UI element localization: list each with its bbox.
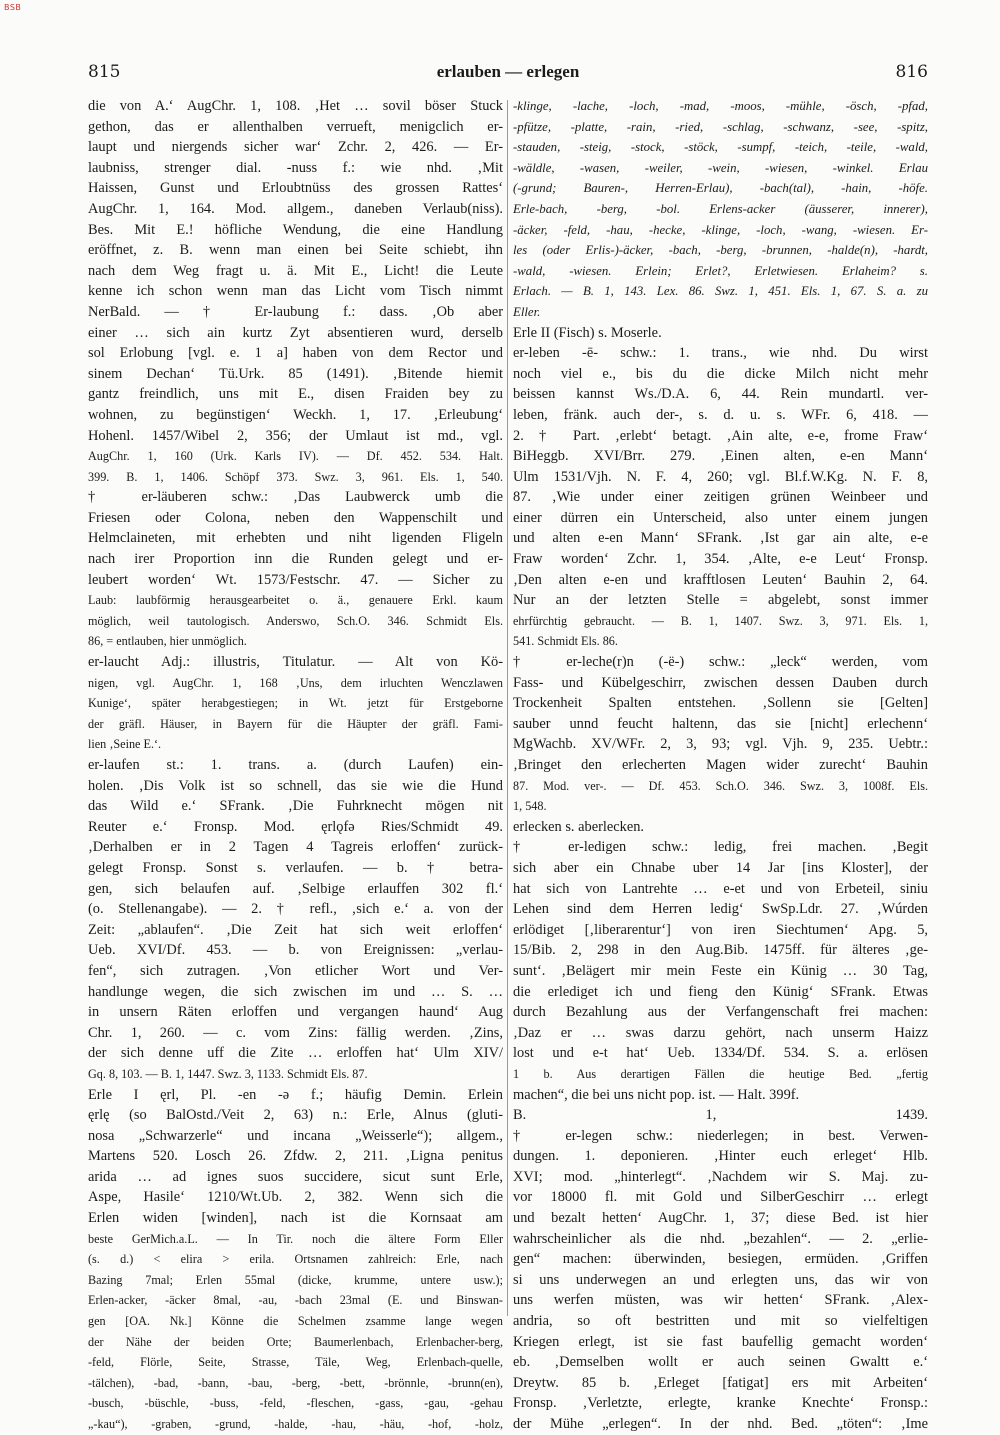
text-line: sich aber ein Chnabe uber 14 Jar [ins Kloster], der	[513, 859, 928, 876]
text-line: 1, 548.	[513, 799, 547, 814]
text-line: B. 1, 1439.	[513, 1107, 928, 1124]
text-line: Fronsp. ‚Verletzte, erlegte, kranke Knechte‘ Fronsp.:	[513, 1395, 928, 1412]
text-line: sunt‘. ‚Belägert mir mein Feste ein Künig … 30 Tag,	[513, 962, 928, 979]
text-line: Kriegen erlegt, ist sie fast baufellig gemacht worden‘	[513, 1333, 928, 1350]
text-line: in unsern Räten erloffen und vergangen haund‘ Aug	[88, 1004, 503, 1021]
text-line: Friesen oder Colona, neben den Wappenschilt und	[88, 509, 503, 526]
text-line: (-grund; Bauren-, Herren-Erlau), -bach(tal), -hain, -höfe.	[513, 181, 928, 196]
text-line: holen. ‚Dis Volk ist so schnell, das sie wie die Hund	[88, 777, 503, 794]
right-column	[513, 96, 928, 1435]
text-line: Bes. Mit E.! höfliche Wendung, die eine Handlung	[88, 221, 503, 238]
text-line: er-leben -ē- schw.: 1. trans., wie nhd. Du wirst	[513, 345, 928, 362]
text-line: erlecken s. aberlecken.	[513, 818, 645, 835]
text-line: kenne ich schon wenn man das Licht vom Tisch nimmt	[88, 283, 503, 300]
text-line: -klinge, -lache, -loch, -mad, -moos, -mühle, -ösch, -pfad,	[513, 99, 928, 113]
text-line: Martens 520. Losch 26. Zfdw. 2, 211. ‚Ligna penitus	[88, 1148, 503, 1165]
text-line: Fraw worden‘ Zchr. 1, 354. ‚Alte, e-e Leut‘ Fronsp.	[513, 551, 928, 568]
text-line: einer … sich ain kurtz Zyt absentieren wurd, derselb	[88, 324, 503, 341]
text-line: der Nähe der beiden Orte; Baumerlenbach, Erlenbacher-berg,	[88, 1334, 503, 1349]
text-line: AugChr. 1, 160 (Urk. Karls IV). — Df. 452. 534. Halt.	[88, 449, 503, 464]
running-title: erlauben — erlegen	[436, 62, 580, 81]
text-line: 86, = entlauben, hier unmöglich.	[88, 634, 247, 649]
text-line: Aspe, Hasile‘ 1210/Wt.Ub. 2, 382. Wenn sich die	[88, 1189, 503, 1206]
text-line: der sich denne uff die Zite … erloffen hat‘ Ulm XIV/	[88, 1045, 503, 1062]
text-line: nach irer Proportion inn die Runden gelegt und er-	[88, 551, 503, 568]
text-line: -wäldle, -wasen, -weiler, -wein, -wiesen, -winkel. Erlau	[513, 160, 928, 175]
text-line: gantz freindlich, uns mit E., disen Fraiden bey zu	[88, 386, 503, 403]
text-line: andria, so oft bestritten und mit so vielfeltigen	[513, 1313, 928, 1330]
text-line: sinem Dechan‘ Tü.Urk. 85 (1491). ‚Bitende hiemit	[88, 365, 503, 382]
column-divider	[507, 100, 508, 1316]
text-line: uns werfen müsten, was wir hetten‘ SFrank. ‚Alex-	[513, 1292, 928, 1309]
text-line: ehrfürchtig gebraucht. — B. 1, 1407. Swz. 3, 971. Els. 1,	[513, 613, 928, 628]
text-line: eröffnet, z. B. wenn man einen bei Seite schiebt, ihn	[88, 242, 503, 259]
text-line: eb. ‚Demselben wollt er auch seinen Gwaltt e.‘	[513, 1354, 928, 1371]
text-line: 15/Bib. 2, 298 in den Aug.Bib. 1475ff. für älteres ‚ge-	[513, 942, 928, 959]
text-line: er-laucht Adj.: illustris, Titulatur. — Alt von Kö-	[88, 654, 503, 671]
text-line: handlunge wegen, die sich zwischen im und … S. …	[88, 983, 503, 1000]
text-line: Ulm 1531/Vjh. N. F. 4, 260; vgl. Bl.f.W.Kg. N. F. 8,	[513, 468, 928, 485]
text-line: † er-läuberen schw.: ‚Das Laubwerck umb die	[88, 489, 503, 506]
text-line: ‚Bringet den erlecherten Magen wider zurecht‘ Bauhin	[513, 757, 928, 773]
text-line: Erle I ęrl, Pl. -en -ə f.; häufig Demin. Erlein	[88, 1086, 503, 1103]
text-line: beste GerMich.a.L. — In Tir. noch die ältere Form Eller	[88, 1231, 503, 1246]
text-line: Erle-bach, -berg, -bol. Erlens-acker (äusserer, innerer),	[513, 201, 928, 216]
text-line: gen [OA. Nk.] Könne die Schelmen zsamme lange wegen	[88, 1314, 503, 1329]
text-line: arida … ad ignes suos succidere, sicut sunt Erle,	[88, 1168, 503, 1185]
text-line: der Mühe „erlegen“. In der nhd. Bed. „töten“: ‚Ime	[513, 1416, 928, 1432]
left-column	[88, 96, 503, 1435]
text-line: der gräfl. Häuser, in Bayern für die Häupter der gräfl. Fami-	[88, 716, 503, 731]
text-line: -pfütze, -platte, -rain, -ried, -schlag, -schwanz, -see, -spitz,	[513, 119, 928, 134]
text-line: möglich, weil tautologisch. Anderswo, Sch.O. 346. Schmidt Els.	[88, 613, 503, 628]
text-line: Fass- und Kübelgeschirr, zwischen dessen Dauben durch	[513, 674, 928, 691]
text-line: Erlen widen [winden], nach ist die Kornsaat am	[88, 1210, 503, 1227]
text-line: gethon, das er allenthalben verrueft, menigclich er-	[88, 118, 503, 135]
text-line: -äcker, -feld, -hau, -hecke, -klinge, -loch, -wang, -wiesen. Er-	[513, 222, 928, 237]
text-line: Laub: laubförmig herausgearbeitet o. ä., genauere Erkl. kaum	[88, 593, 503, 608]
text-line: XVI; mod. „hinterlegt“. ‚Nachdem wir S. Maj. zu-	[513, 1168, 928, 1185]
text-line: einer dürren ein Unterscheid, also unter einem jungen	[513, 509, 928, 526]
text-line: Helmclaineten, mit erhebten und niht ligenden Fligeln	[88, 530, 503, 547]
text-line: Zeit: „ablaufen“. ‚Die Zeit hat sich weit erloffen‘	[88, 921, 503, 938]
text-line: † er-leche(r)n (-ë-) schw.: „leck“ werden, vom	[513, 654, 928, 671]
text-line: leubert worden‘ Wt. 1573/Festschr. 47. — Sicher zu	[88, 571, 503, 588]
text-line: ‚Den alten e-en und krafftlosen Leuten‘ Bauhin 2, 64.	[513, 571, 928, 588]
text-line: die erlediget ich und fieng den Künig‘ SFrank. Etwas	[513, 983, 928, 1000]
text-line: wahrscheinlicher als die nhd. „bezahlen“. — 2. „erlie-	[513, 1230, 928, 1247]
text-line: wohnen, zu begünstigen‘ Weckh. 1, 17. ‚Erleubung‘	[88, 406, 503, 423]
text-line: gen“ machen: überwinden, besiegen, ermüden. ‚Griffen	[513, 1251, 928, 1268]
text-line: dungen. 1. deponieren. ‚Hinter euch erleget‘ Hlb.	[513, 1148, 928, 1165]
text-line: Bazing 7mal; Erlen 55mal (dicke, krumme, untere usw.);	[88, 1272, 503, 1287]
text-line: 87. ‚Wie under einer zeitigen grünen Weinbeer und	[513, 489, 928, 506]
text-line: -wald, -wiesen. Erlein; Erlet?, Erletwiesen. Erlaheim? s.	[513, 263, 928, 278]
page-number-left: 815	[88, 62, 121, 82]
text-line: nosa „Schwarzerle“ und incana „Weisserle“); allgem.,	[88, 1127, 503, 1144]
page-number-right: 816	[895, 62, 928, 82]
text-line: vor 18000 fl. mit Gold und SilberGeschirr … erlegt	[513, 1189, 928, 1206]
text-line: Haissen, Gunst und Erloubtnüss des grossen Rattes‘	[88, 180, 503, 197]
text-line: 541. Schmidt Els. 86.	[513, 634, 618, 649]
text-line: -stauden, -steig, -stock, -stöck, -sumpf, -teich, -teile, -wald,	[513, 140, 928, 155]
library-stamp: BSB	[4, 3, 22, 12]
text-line: die von A.‘ AugChr. 1, 108. ‚Het … sovil böser Stuck	[88, 98, 503, 114]
text-line: -feld, Flörle, Seite, Strasse, Täle, Weg, Erlenbach-quelle,	[88, 1355, 503, 1370]
text-line: noch viel e., bis du die dicke Milch nicht mehr	[513, 365, 928, 382]
text-line: lost und e-t hat‘ Ueb. 1334/Df. 534. S. a. erlösen	[513, 1045, 928, 1062]
text-line: Gq. 8, 103. — B. 1, 1447. Swz. 3, 1133. Schmidt Els. 87.	[88, 1066, 368, 1081]
text-line: laubniss, strenger dial. -nuss f.: wie nhd. ‚Mit	[88, 159, 503, 176]
text-line: Ueb. XVI/Df. 453. — b. von Ereignissen: „verlau-	[88, 942, 503, 959]
text-line: machen“, die bei uns nicht pop. ist. — Halt. 399f.	[513, 1086, 800, 1103]
text-line: 87. Mod. ver-. — Df. 453. Sch.O. 346. Swz. 3, 1008f. Els.	[513, 778, 928, 793]
text-line: Chr. 1, 260. — c. vom Zins: fällig werden. ‚Zins,	[88, 1024, 503, 1041]
text-line: nach dem Weg fragt u. ä. Mit E., Licht! die Leute	[88, 262, 503, 279]
page-header	[88, 62, 928, 90]
text-line: Kunige‘, später herabgestiegen; in Wt. jetzt für Erstgeborne	[88, 696, 503, 711]
text-line: Reuter e.‘ Fronsp. Mod. ęrlǫfə Ries/Schmidt 49.	[88, 818, 503, 835]
text-line: und alten e-en Mann‘ SFrank. ‚Ist gar ain alte, e-e	[513, 530, 928, 547]
text-line: Hohenl. 1457/Wibel 2, 356; der Umlaut ist md., vgl.	[88, 427, 503, 444]
text-line: Lehen sind dem Herren ledig‘ SwSp.Ldr. 27. ‚Wúrden	[513, 901, 928, 918]
text-line: Nur an der letzten Stelle = abgelebt, sonst immer	[513, 592, 928, 609]
text-line: gelegt Fronsp. Sonst s. verlaufen. — b. † betra-	[88, 859, 503, 876]
text-line: Eller.	[513, 304, 541, 319]
text-line: ‚Derhalben er in 2 Tagen 4 Tagreis erloffen‘ zurück-	[88, 839, 503, 856]
text-line: si uns underwegen an und erlegten uns, das wir von	[513, 1271, 928, 1288]
text-line: laupt und niergends sicher war‘ Zchr. 2, 426. — Er-	[88, 139, 503, 156]
text-line: und bezalt hetten‘ AugChr. 1, 37; diese Bed. ist hier	[513, 1210, 928, 1227]
text-line: -busch, -büschle, -buss, -feld, -fleschen, -gass, -gau, -gehau	[88, 1396, 503, 1411]
text-line: Trockenheit Spalten entstehen. ‚Sollenn sie [Gelten]	[513, 695, 928, 712]
text-line: „-kau“), -graben, -grund, -halde, -hau, -häu, -hof, -holz,	[88, 1417, 503, 1431]
text-line: les (oder Erlis-)-äcker, -bach, -berg, -brunnen, -halde(n), -hardt,	[513, 243, 928, 258]
text-line: (o. Stellenangabe). — 2. † refl., ‚sich e.‘ a. von der	[88, 901, 503, 918]
text-line: -tälchen), -bad, -bann, -bau, -berg, -bett, -brönnle, -brunn(en),	[88, 1375, 503, 1390]
text-line: ęrlę (so BalOstd./Veit 2, 63) n.: Erle, Alnus (gluti-	[88, 1107, 503, 1124]
text-line: lien ‚Seine E.‘.	[88, 737, 162, 752]
text-line: gen, sich belaufen auf. ‚Selbige erlauffen 302 fl.‘	[88, 880, 503, 897]
text-line: Erle II (Fisch) s. Moserle.	[513, 324, 662, 341]
text-line: durch Bezahlung aus der Verfangenschaft frei machen:	[513, 1004, 928, 1021]
text-line: (s. d.) < elira > erila. Ortsnamen zahlreich: Erle, nach	[88, 1252, 503, 1267]
text-line: † er-ledigen schw.: ledig, frei machen. ‚Begit	[513, 839, 928, 856]
text-line: † er-legen schw.: niederlegen; in best. Verwen-	[513, 1127, 928, 1144]
text-line: Erlen-acker, -äcker 8mal, -au, -bach 23mal (E. und Binswan-	[88, 1293, 503, 1308]
text-line: Erlach. — B. 1, 143. Lex. 86. Swz. 1, 451. Els. 1, 67. S. a. zu	[513, 284, 928, 299]
text-line: 2. † Part. ‚erlebt‘ betagt. ‚Ain alte, e-e, frome Fraw‘	[513, 427, 928, 444]
text-line: ‚Daz er … swas darzu gehört, nach unserm Haizz	[513, 1024, 928, 1041]
text-line: NerBald. — † Er-laubung f.: dass. ‚Ob aber	[88, 303, 503, 320]
text-line: MgWachb. XV/WFr. 2, 3, 93; vgl. Vjh. 9, 235. Uebtr.:	[513, 736, 928, 753]
text-line: hat sich von Lantrehte … e-et und von Erbeteil, siniu	[513, 880, 928, 897]
text-line: sauber unnd feucht haltenn, das sie [nicht] erlechenn‘	[513, 715, 928, 732]
text-line: erlödiget [‚liberarentur‘] von iren Siechtumen‘ Apg. 5,	[513, 921, 928, 938]
text-line: nigen, vgl. AugChr. 1, 168 ‚Uns, dem irluchten Wenczlawen	[88, 675, 503, 690]
text-line: 1 b. Aus derartigen Fällen die heutige Bed. „fertig	[513, 1066, 928, 1081]
text-line: sol Erlobung [vgl. e. 1 a] haben von dem Rector und	[88, 345, 503, 362]
text-line: leben, fränk. auch der-, s. d. u. s. WFr. 6, 418. —	[513, 406, 928, 423]
text-line: AugChr. 1, 164. Mod. allgem., daneben Verlaub(niss).	[88, 200, 503, 217]
text-line: das Wild e.‘ SFrank. ‚Die Fuhrknecht mögen nit	[88, 798, 503, 815]
text-line: er-laufen st.: 1. trans. a. (durch Laufen) ein-	[88, 757, 503, 773]
text-line: BiHeggb. XVI/Brr. 279. ‚Einen alten, e-en Mann‘	[513, 448, 928, 465]
text-line: fen“, sich zutragen. ‚Von etlicher Wort und Ver-	[88, 962, 503, 979]
text-line: beissen kannst Ws./D.A. 6, 44. Rein mundartl. ver-	[513, 386, 928, 403]
text-line: 399. B. 1, 1406. Schöpf 373. Swz. 3, 961. Els. 1, 540.	[88, 469, 503, 484]
text-line: Dreytw. 85 b. ‚Erleget [fatigat] ers mit Arbeiten‘	[513, 1374, 928, 1391]
